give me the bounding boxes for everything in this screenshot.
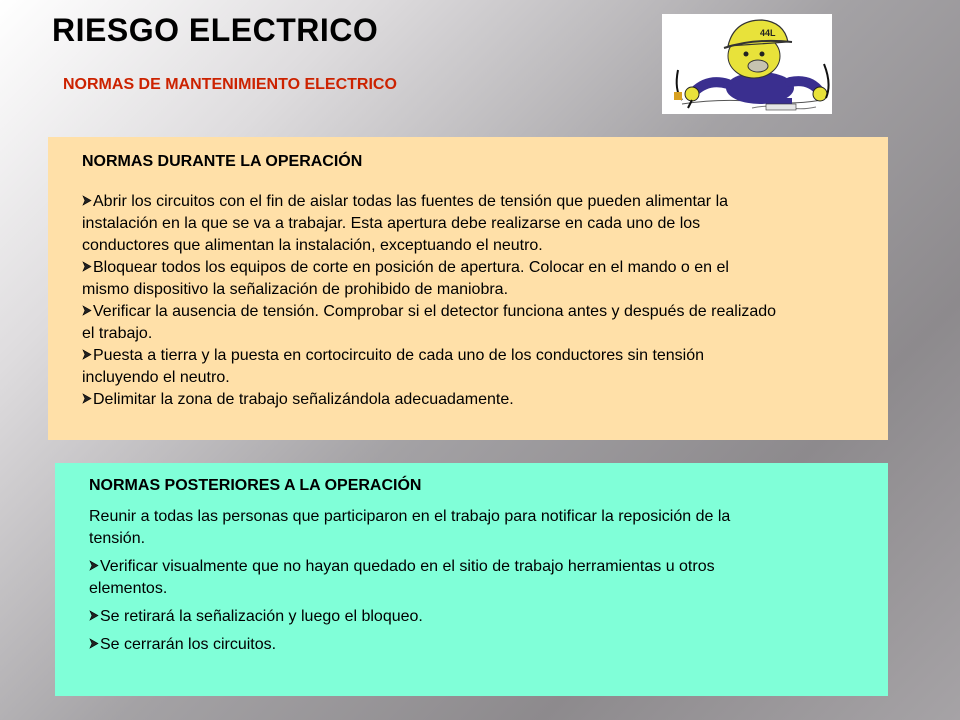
- list-item-line: el trabajo.: [82, 325, 153, 342]
- arrow-bullet-icon: [82, 305, 92, 316]
- during-operation-panel: [48, 137, 888, 440]
- list-item: [89, 556, 876, 600]
- arrow-bullet-icon: [82, 349, 92, 360]
- list-item: [82, 301, 888, 345]
- arrow-bullet-icon: [82, 261, 92, 272]
- list-item-line: Abrir los circuitos con el fin de aislar todas las fuentes de tensión que pueden alimentar la: [93, 193, 729, 210]
- after-operation-heading: NORMAS POSTERIORES A LA OPERACIÓN: [89, 477, 422, 494]
- electrician-cartoon-icon: [662, 14, 832, 114]
- list-item: [82, 389, 888, 411]
- during-operation-heading: NORMAS DURANTE LA OPERACIÓN: [82, 153, 363, 170]
- list-item: [89, 506, 876, 550]
- list-item-line: Verificar la ausencia de tensión. Comprobar si el detector funciona antes y después de realizado: [93, 303, 777, 320]
- after-operation-list: [89, 506, 876, 656]
- arrow-bullet-icon: [89, 610, 99, 621]
- list-item-line: elementos.: [89, 580, 168, 597]
- arrow-bullet-icon: [89, 560, 99, 571]
- list-item-line: Reunir a todas las personas que participaron en el trabajo para notificar la reposición de la: [89, 508, 731, 525]
- arrow-bullet-icon: [82, 393, 92, 404]
- list-item-line: mismo dispositivo la señalización de prohibido de maniobra.: [82, 281, 509, 298]
- list-item-line: Delimitar la zona de trabajo señalizándola adecuadamente.: [93, 391, 514, 408]
- arrow-bullet-icon: [89, 638, 99, 649]
- list-item-line: Se retirará la señalización y luego el bloqueo.: [100, 608, 423, 625]
- arrow-bullet-icon: [82, 195, 92, 206]
- list-item-line: Bloquear todos los equipos de corte en posición de apertura. Colocar en el mando o en el: [93, 259, 729, 276]
- list-item-line: Verificar visualmente que no hayan quedado en el sitio de trabajo herramientas u otros: [100, 558, 715, 575]
- during-operation-list: [82, 191, 888, 411]
- list-item: [82, 191, 888, 257]
- page-title: RIESGO ELECTRICO: [52, 12, 379, 48]
- list-item: [82, 345, 888, 389]
- list-item-line: conductores que alimentan la instalación, exceptuando el neutro.: [82, 237, 543, 254]
- list-item-line: tensión.: [89, 530, 146, 547]
- list-item: [89, 606, 876, 628]
- after-operation-panel: [55, 463, 888, 696]
- list-item-line: instalación en la que se va a trabajar. Esta apertura debe realizarse en cada uno de los: [82, 215, 701, 232]
- electrician-illustration: [662, 14, 832, 114]
- list-item-line: Puesta a tierra y la puesta en cortocircuito de cada uno de los conductores sin tensión: [93, 347, 705, 364]
- list-item: [82, 257, 888, 301]
- list-item-line: incluyendo el neutro.: [82, 369, 230, 386]
- page-subtitle: NORMAS DE MANTENIMIENTO ELECTRICO: [63, 76, 397, 93]
- list-item: [89, 634, 876, 656]
- list-item-line: Se cerrarán los circuitos.: [100, 636, 277, 653]
- helmet-text: 44L: [760, 28, 776, 38]
